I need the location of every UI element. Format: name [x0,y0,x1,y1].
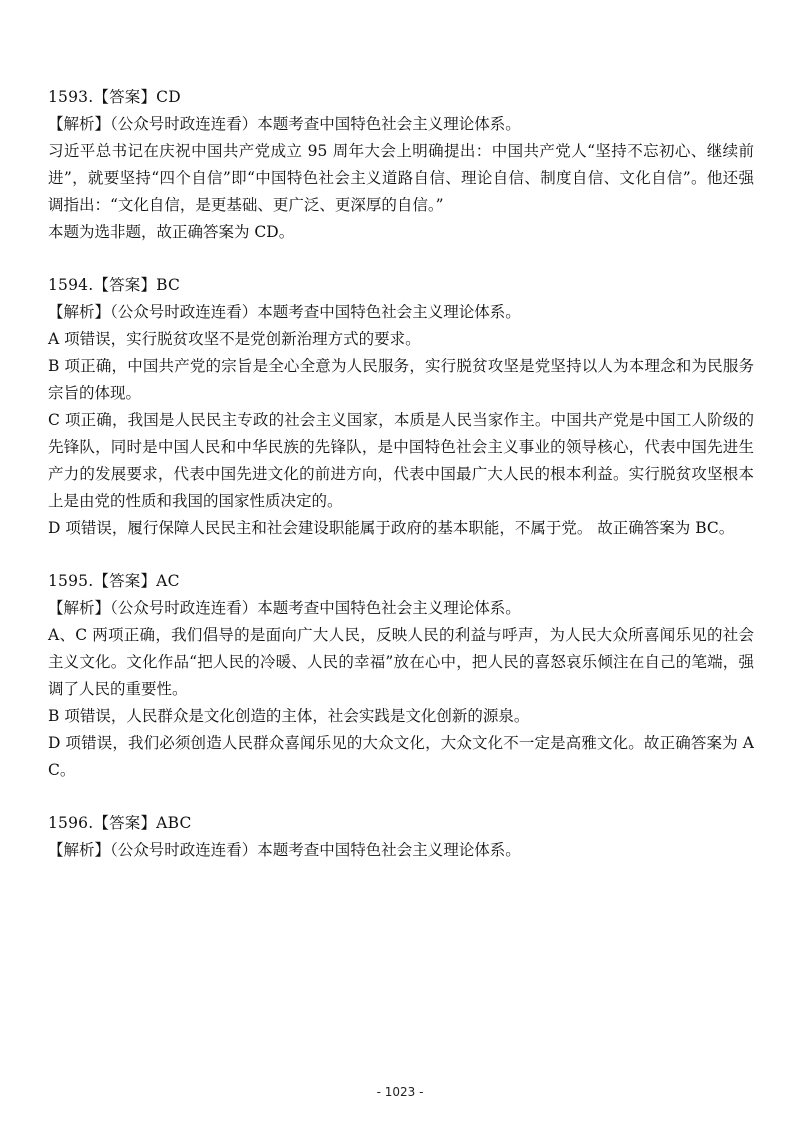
question-1594 [48,272,754,542]
analysis-paragraph: B 项正确，中国共产党的宗旨是全心全意为人民服务，实行脱贫攻坚是党坚持以人为本理念和为民服务宗旨的体现。 [48,357,754,402]
question-1593 [48,84,754,246]
page-number: - 1023 - [376,1085,424,1099]
analysis-paragraph: 习近平总书记在庆祝中国共产党成立 95 周年大会上明确提出：中国共产党人“坚持不忘初心、继续前进”，就要坚持“四个自信”即“中国特色社会主义道路自信、理论自信、制度自信、文化自信”。他还强调指出：“文化自信，是更基础、更广泛、更深厚的自信。” [48,142,754,214]
analysis-paragraph: A 项错误，实行脱贫攻坚不是党创新治理方式的要求。 [48,330,421,348]
question-1595 [48,568,754,784]
analysis-paragraph: A、C 两项正确，我们倡导的是面向广大人民，反映人民的利益与呼声，为人民大众所喜闻乐见的社会主义文化。文化作品“把人民的冷暖、人民的幸福”放在心中，把人民的喜怒哀乐倾注在自己的笔端，强调了人民的重要性。 [48,626,754,698]
analysis-paragraph: 本题为选非题，故正确答案为 CD。 [48,223,295,241]
question-1596 [48,810,754,864]
analysis-paragraph: D 项错误，履行保障人民民主和社会建设职能属于政府的基本职能，不属于党。 故正确答案为 BC。 [48,519,735,537]
analysis-paragraph: D 项错误，我们必须创造人民群众喜闻乐见的大众文化，大众文化不一定是高雅文化。故正确答案为 AC。 [48,734,754,779]
answer-heading: 1596.【答案】ABC [48,814,192,832]
answer-heading: 1595.【答案】AC [48,572,180,590]
analysis-paragraph: 【解析】（公众号时政连连看）本题考查中国特色社会主义理论体系。 [48,599,521,617]
analysis-paragraph: B 项错误，人民群众是文化创造的主体，社会实践是文化创新的源泉。 [48,707,530,725]
document-body [48,84,754,890]
analysis-paragraph: 【解析】（公众号时政连连看）本题考查中国特色社会主义理论体系。 [48,841,521,859]
analysis-paragraph: 【解析】（公众号时政连连看）本题考查中国特色社会主义理论体系。 [48,115,521,133]
analysis-paragraph: C 项正确，我国是人民民主专政的社会主义国家，本质是人民当家作主。中国共产党是中国工人阶级的先锋队，同时是中国人民和中华民族的先锋队，是中国特色社会主义事业的领导核心，代表中国先进生产力的发展要求，代表中国先进文化的前进方向，代表中国最广大人民的根本利益。实行脱贫攻坚根本上是由党的性质和我国的国家性质决定的。 [48,411,754,510]
answer-heading: 1593.【答案】CD [48,88,181,106]
analysis-paragraph: 【解析】（公众号时政连连看）本题考查中国特色社会主义理论体系。 [48,303,521,321]
answer-heading: 1594.【答案】BC [48,276,181,294]
